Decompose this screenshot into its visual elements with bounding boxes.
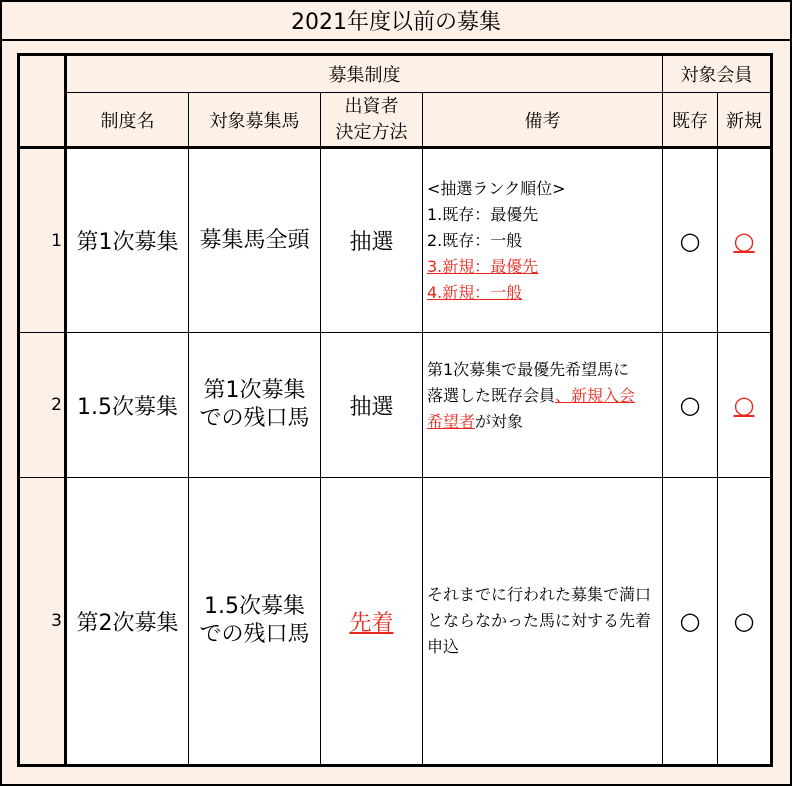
row-3-existing-circle-mark: ○ <box>679 607 701 635</box>
row-1-notes-line-1 <box>427 176 566 202</box>
row-2-notes-text: 落選した既存会員 <box>427 386 556 405</box>
row-3-notes-text: 申込 <box>427 637 460 656</box>
row-2-system-name-cell <box>67 333 189 478</box>
row-1-number-cell <box>20 149 67 333</box>
row-3-notes-cell <box>423 478 663 764</box>
row-2-number: 2 <box>51 395 62 415</box>
row-1-notes-text: 1.既存：最優先 <box>427 204 539 224</box>
column-header-system-name-label: 制度名 <box>100 110 155 132</box>
row-1-notes-text: 2.既存：一般 <box>427 230 523 250</box>
header-group-recruitment-system-label: 募集制度 <box>328 65 401 86</box>
header-group-target-members-label: 対象会員 <box>680 65 753 86</box>
column-header-decision-method <box>321 93 423 149</box>
row-1-notes-text: 4.新規：一般 <box>427 282 523 302</box>
row-2-existing-members-cell <box>663 333 718 478</box>
row-2-decision-method: 抽選 <box>349 394 394 420</box>
row-3-notes-line-3 <box>427 634 459 660</box>
row-1-notes-line-5 <box>427 280 522 306</box>
column-header-system-name <box>67 93 189 149</box>
row-2-notes-line-2 <box>427 383 635 409</box>
row-3-number-cell <box>20 478 67 764</box>
row-2-target-horses-cell <box>189 333 321 478</box>
row-3-decision-method-cell <box>321 478 423 764</box>
row-2-number-cell <box>20 333 67 478</box>
row-1-notes-line-4 <box>427 254 538 280</box>
recruitment-table <box>17 53 773 767</box>
row-3-system-name: 第2次募集 <box>76 610 179 636</box>
row-3-notes-line-1 <box>427 582 651 608</box>
row-2-notes-cell <box>423 333 663 478</box>
row-1-notes-text: <抽選ランク順位> <box>427 178 566 198</box>
column-header-target-horses <box>189 93 321 149</box>
header-group-target-members <box>663 56 770 93</box>
column-header-target-horses-label: 対象募集馬 <box>209 110 300 132</box>
row-2-target-horses-line-1: 第1次募集 <box>203 378 306 403</box>
row-2-target-horses-line-2: での残口馬 <box>199 406 310 431</box>
title-bar <box>2 2 790 41</box>
row-2-decision-method-cell <box>321 333 423 478</box>
row-2-existing-circle-mark: ○ <box>679 391 701 419</box>
row-1-system-name: 第1次募集 <box>76 230 179 255</box>
row-3-notes-text: とならなかった馬に対する先着 <box>427 611 652 630</box>
row-2-notes-line-1 <box>427 357 629 383</box>
row-3-existing-members-cell <box>663 478 718 764</box>
sheet-title: 2021年度以前の募集 <box>291 10 501 35</box>
row-3-decision-method: 先着 <box>349 610 394 636</box>
column-header-new-members <box>718 93 770 149</box>
row-1-notes-line-3 <box>427 228 522 254</box>
row-3-notes-line-2 <box>427 608 651 634</box>
row-1-system-name-cell <box>67 149 189 333</box>
row-1-existing-members-cell <box>663 149 718 333</box>
column-header-decision-method-line-1: 出資者 <box>344 95 399 117</box>
column-header-notes <box>423 93 663 149</box>
row-3-target-horses-line-1: 1.5次募集 <box>204 594 305 619</box>
row-2-notes-highlight-text: 希望者 <box>427 412 476 431</box>
row-1-target-horses-line-1: 募集馬全頭 <box>199 227 310 253</box>
row-3-new-members-cell <box>718 478 770 764</box>
row-1-decision-method: 抽選 <box>349 230 394 255</box>
row-1-new-members-cell <box>718 149 770 333</box>
row-3-system-name-cell <box>67 478 189 764</box>
row-2-new-members-cell <box>718 333 770 478</box>
header-group-recruitment-system <box>67 56 663 93</box>
row-2-notes-text: が対象 <box>475 412 524 431</box>
column-header-existing-members-label: 既存 <box>672 110 708 132</box>
row-2-new-circle-mark: ○ <box>733 391 755 419</box>
column-header-decision-method-line-2: 決定方法 <box>335 121 408 143</box>
row-2-notes-line-3 <box>427 409 523 435</box>
column-header-notes-label: 備考 <box>524 110 561 132</box>
row-3-target-horses-cell <box>189 478 321 764</box>
row-1-notes-text: 3.新規：最優先 <box>427 256 539 276</box>
row-3-new-circle-mark: ○ <box>733 607 755 635</box>
row-1-decision-method-cell <box>321 149 423 333</box>
row-1-target-horses-cell <box>189 149 321 333</box>
row-1-number: 1 <box>51 230 62 251</box>
row-2-notes-text: 第1次募集で最優先希望馬に <box>427 360 630 379</box>
row-1-notes-cell <box>423 149 663 333</box>
row-1-existing-circle-mark: ○ <box>679 226 701 255</box>
row-3-notes-text: それまでに行われた募集で満口 <box>427 585 652 604</box>
row-3-number: 3 <box>51 611 62 631</box>
row-1-notes-line-2 <box>427 202 538 228</box>
row-2-notes-highlight-text: 、新規入会 <box>555 386 636 405</box>
header-corner-cell <box>20 56 67 149</box>
column-header-new-members-label: 新規 <box>726 110 762 132</box>
row-3-target-horses-line-2: での残口馬 <box>199 622 310 647</box>
row-2-system-name: 1.5次募集 <box>77 394 178 420</box>
row-1-new-circle-mark: ○ <box>733 226 755 255</box>
column-header-existing-members <box>663 93 718 149</box>
